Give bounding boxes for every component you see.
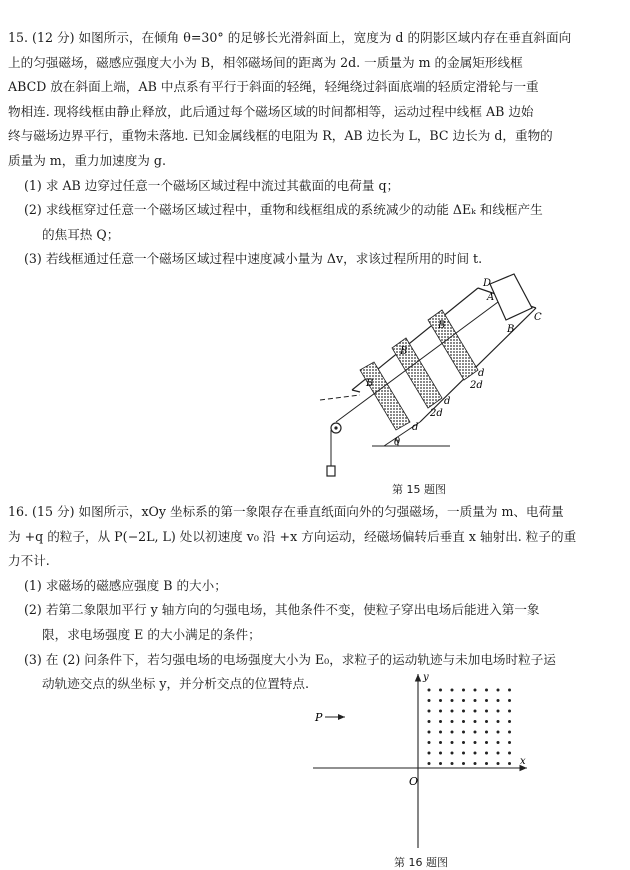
q15-figure	[300, 270, 570, 480]
incline-base-dashed	[320, 395, 360, 400]
q16-figure-caption: 第 16 题图	[394, 856, 448, 869]
q16-part-1: (1) 求磁场的磁感应强度 B 的大小；	[24, 577, 227, 593]
field-dot	[451, 752, 454, 755]
label-2d: 2d	[430, 408, 443, 419]
q15-stem-line: ABCD 放在斜面上端，AB 中点系有平行于斜面的轻绳，轻绳绕过斜面底端的轻质定滑轮与一重	[8, 79, 539, 95]
q15-part-3: (3) 若线框通过任意一个磁场区域过程中速度减小量为 Δv，求该过程所用的时间 t.	[24, 251, 483, 267]
weight-block	[327, 466, 335, 476]
field-dot	[462, 741, 465, 744]
field-dot	[485, 752, 488, 755]
field-dot	[428, 731, 431, 734]
field-dot	[474, 752, 477, 755]
field-dot	[462, 762, 465, 765]
field-dot	[462, 689, 465, 692]
question-15	[8, 26, 620, 272]
field-dot	[474, 699, 477, 702]
field-dot	[497, 689, 500, 692]
q15-part-2-cont: 的焦耳热 Q；	[42, 226, 120, 242]
label-D: D	[483, 278, 492, 289]
field-dot	[428, 689, 431, 692]
field-dot	[497, 731, 500, 734]
field-dot	[485, 741, 488, 744]
field-dot	[451, 731, 454, 734]
label-C: C	[534, 312, 542, 323]
field-dot	[462, 699, 465, 702]
field-dot	[462, 710, 465, 713]
q15-stem-line: 上的匀强磁场，磁感应强度大小为 B，相邻磁场间的距离为 2d. 一质量为 m 的金属矩形线框	[8, 54, 523, 70]
q15-stem-line: 15. (12 分) 如图所示，在倾角 θ=30° 的足够长光滑斜面上，宽度为 d 的阴影区域内存在垂直斜面向	[8, 30, 572, 45]
origin-label: O	[409, 775, 419, 788]
label-B-strip: B	[438, 320, 446, 331]
label-B-strip: B	[366, 378, 374, 389]
field-dot	[439, 699, 442, 702]
label-d: d	[444, 396, 451, 407]
q15-figure-caption: 第 15 题图	[392, 483, 446, 496]
label-d: d	[412, 422, 419, 433]
field-dot	[474, 710, 477, 713]
field-dot	[497, 752, 500, 755]
q15-stem-line: 终与磁场边界平行，重物未落地. 已知金属线框的电阻为 R，AB 边长为 L，BC 边长为 d，重物的	[8, 128, 553, 144]
q16-stem-line: 力不计.	[8, 553, 50, 569]
field-dot	[485, 731, 488, 734]
field-dot	[485, 720, 488, 723]
label-B-frame: B	[507, 324, 515, 335]
field-dot	[508, 741, 511, 744]
field-dot	[439, 720, 442, 723]
field-dot	[439, 762, 442, 765]
label-2d: 2d	[470, 380, 483, 391]
field-dot	[508, 752, 511, 755]
label-d: d	[478, 368, 485, 379]
magnetic-field-dots	[428, 689, 512, 766]
q16-stem-line: 16. (15 分) 如图所示，xOy 坐标系的第一象限存在垂直纸面向外的匀强磁场，一质量为 m、电荷量	[8, 504, 564, 519]
field-dot	[485, 689, 488, 692]
q16-part-2: (2) 若第二象限加平行 y 轴方向的匀强电场，其他条件不变，使粒子穿出电场后能进入第一象	[24, 602, 540, 618]
field-dot	[462, 720, 465, 723]
label-theta: θ	[394, 437, 401, 448]
field-dot	[474, 762, 477, 765]
field-dot	[428, 699, 431, 702]
q16-part-2-cont: 限，求电场强度 E 的大小满足的条件；	[42, 626, 261, 642]
field-dot	[508, 689, 511, 692]
field-dot	[508, 720, 511, 723]
field-dot	[497, 762, 500, 765]
label-A: A	[487, 292, 495, 303]
rope	[336, 302, 498, 422]
field-dot	[428, 710, 431, 713]
field-dot	[508, 699, 511, 702]
field-dot	[497, 699, 500, 702]
field-dot	[428, 720, 431, 723]
field-dot	[451, 699, 454, 702]
q15-part-1: (1) 求 AB 边穿过任意一个磁场区域过程中流过其截面的电荷量 q；	[24, 177, 400, 193]
field-dot	[451, 720, 454, 723]
q15-part-2: (2) 求线框穿过任意一个磁场区域过程中，重物和线框组成的系统减少的动能 ΔEₖ 和线框产生	[24, 202, 543, 218]
field-dot	[451, 710, 454, 713]
field-dot	[428, 762, 431, 765]
field-dot	[428, 741, 431, 744]
q16-part-3: (3) 在 (2) 问条件下，若匀强电场的电场强度大小为 E₀，求粒子的运动轨迹与未加电场时粒子运	[24, 651, 556, 667]
field-dot	[474, 731, 477, 734]
metal-frame-ABCD	[490, 274, 532, 320]
field-dot	[485, 710, 488, 713]
field-dot	[485, 699, 488, 702]
field-dot	[439, 710, 442, 713]
field-dot	[451, 741, 454, 744]
field-dot	[462, 731, 465, 734]
field-dot	[439, 731, 442, 734]
field-dot	[508, 731, 511, 734]
label-B-strip: B	[400, 346, 408, 357]
x-axis-label: x	[520, 756, 526, 767]
point-P-label: P	[315, 711, 323, 724]
field-dot	[428, 752, 431, 755]
field-dot	[439, 752, 442, 755]
field-dot	[451, 689, 454, 692]
field-dot	[474, 720, 477, 723]
field-dot	[439, 741, 442, 744]
field-dot	[485, 762, 488, 765]
field-dot	[508, 762, 511, 765]
field-dot	[451, 762, 454, 765]
y-axis-label: y	[423, 672, 429, 683]
field-dot	[474, 741, 477, 744]
field-dot	[497, 741, 500, 744]
field-dot	[497, 710, 500, 713]
field-dot	[508, 710, 511, 713]
q16-figure	[305, 668, 535, 853]
field-dot	[474, 689, 477, 692]
q16-part-3-cont: 动轨迹交点的纵坐标 y，并分析交点的位置特点.	[42, 676, 309, 692]
q16-stem-line: 为 +q 的粒子，从 P(−2L, L) 处以初速度 v₀ 沿 +x 方向运动，经磁场偏转后垂直 x 轴射出. 粒子的重	[8, 528, 577, 544]
field-dot	[439, 689, 442, 692]
q15-stem-line: 物相连. 现将线框由静止释放，此后通过每个磁场区域的时间都相等，运动过程中线框 AB 边始	[8, 103, 534, 119]
magnetic-field-strip	[428, 310, 478, 380]
q15-stem-line: 质量为 m，重力加速度为 g.	[8, 152, 166, 168]
field-dot	[462, 752, 465, 755]
field-dot	[497, 720, 500, 723]
